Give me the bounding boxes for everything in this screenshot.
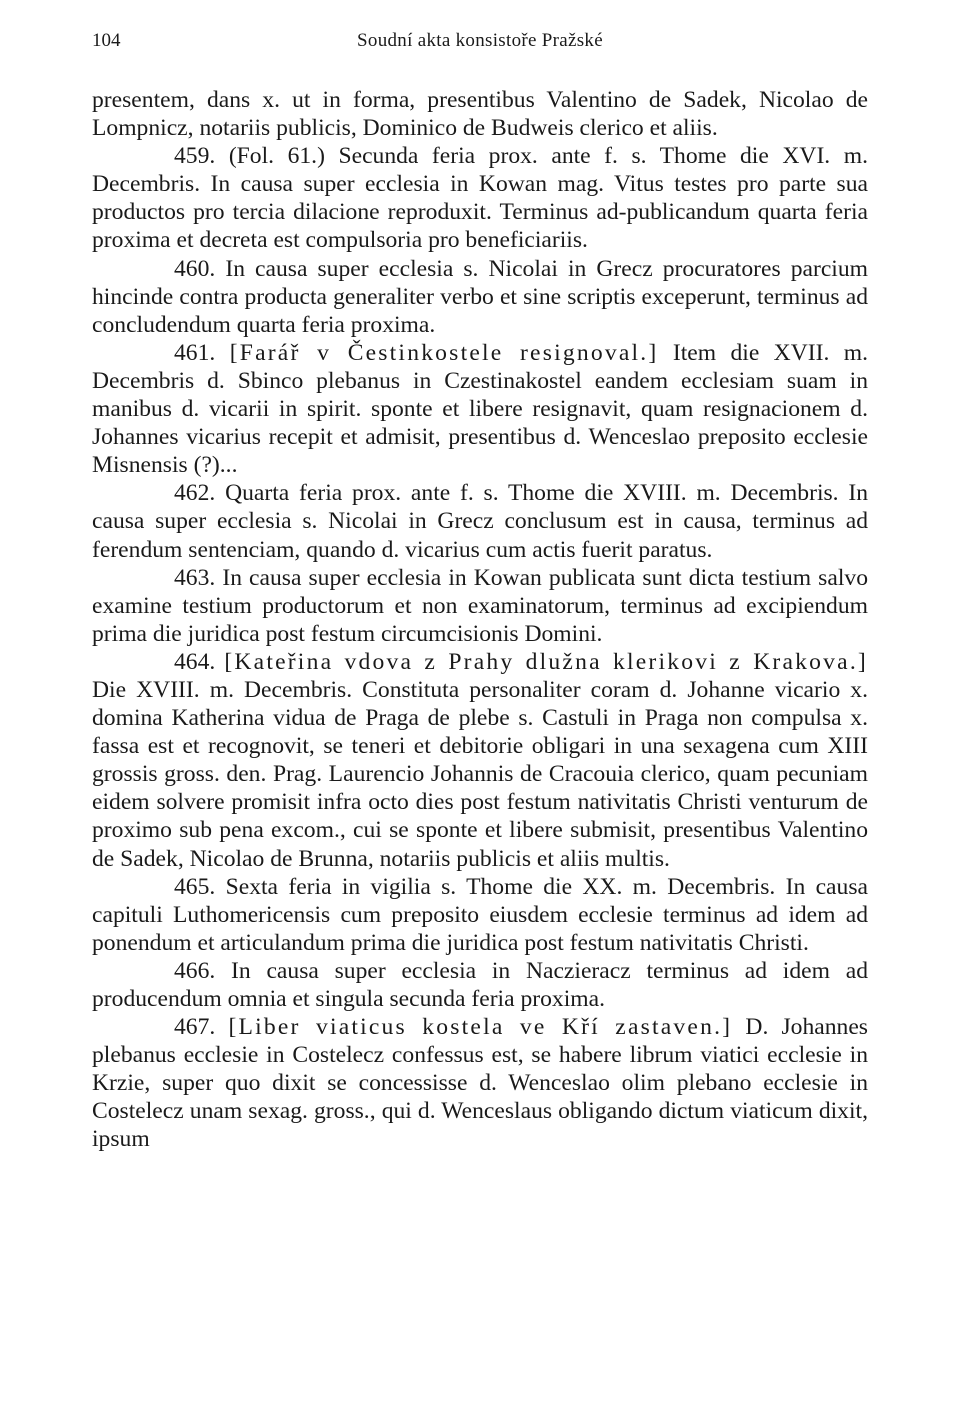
entry-summary: [Liber viaticus kostela ve Kří zastaven.] xyxy=(228,1014,733,1041)
entry-464 xyxy=(92,648,868,873)
entry-number: 459. xyxy=(174,143,216,170)
entry-465 xyxy=(92,873,868,957)
entry-summary: [Kateřina vdova z Prahy dlužna klerikovi z Krakova.] xyxy=(224,648,868,675)
entry-text: Quarta feria prox. ante f. s. Thome die XVIII. m. Decembris. In causa super ecclesia s. Nicolai in Grecz conclusum est in causa, terminus ad ferendum sentenciam, quando d. vicarius cum actis fuerit paratus. xyxy=(92,480,868,563)
entry-459 xyxy=(92,142,868,254)
entry-text: Die XVIII. m. Decembris. Constituta personaliter coram d. Johanne vicario x. domina Katherina vidua de Praga de plebe s. Castuli in Praga non compulsa x. fassa est et recognovit, se teneri et debitorie obligari in una sexagena cum XIII grossis gross. den. Prag. Laurencio Johannis de Cracouia clerico, quam pecuniam eidem solvere promisit infra octo dies post festum nativitatis Christi venturum de proximo sub pena excom., cui se sponte et libere submisit, presentibus Valentino de Sadek, Nicolao de Brunna, notariis publicis et aliis multis. xyxy=(92,676,868,872)
entry-467 xyxy=(92,1013,868,1153)
entry-text: Sexta feria in vigilia s. Thome die XX. m. Decembris. In causa capituli Luthomericensis cum preposito eiusdem ecclesie terminus ad idem ad ponendum et articulandum prima die juridica post festum nativitatis Christi. xyxy=(92,873,868,956)
entry-summary: [Farář v Čestinkostele resignoval.] xyxy=(229,339,659,366)
entry-466 xyxy=(92,957,868,1013)
entry-number: 461. xyxy=(174,339,216,366)
entry-462 xyxy=(92,479,868,563)
document-body xyxy=(92,86,868,1154)
entry-number: 462. xyxy=(174,480,216,507)
entry-text: Item die XVII. m. Decembris d. Sbinco plebanus in Czestinakostel eandem ecclesiam suam in manibus d. vicarii in spirit. sponte et libere resignavit, quam resignacionem d. Johannes vicarius recepit et admisit, presentibus d. Wenceslao preposito ecclesie Misnensis (?)... xyxy=(92,339,868,479)
entry-number: 463. xyxy=(174,564,216,591)
page-number: 104 xyxy=(92,30,121,51)
entry-text: In causa super ecclesia s. Nicolai in Grecz procuratores parcium hincinde contra producta generaliter verbo et sine scriptis exceperunt, terminus ad concludendum quarta feria proxima. xyxy=(92,255,869,338)
entry-461 xyxy=(92,339,868,479)
entry-number: 460. xyxy=(174,255,216,282)
entry-number: 467. xyxy=(174,1014,216,1041)
entry-460 xyxy=(92,255,868,339)
entry-text: D. Johannes plebanus ecclesie in Costelecz confessus est, se habere librum viatici ecclesie in Krzie, super quo dixit se concessisse d. Wenceslao olim plebano ecclesie in Costelecz unam sexag. gross., qui d. Wenceslaus obligando dictum viaticum dixit, ipsum xyxy=(92,1014,868,1153)
entry-text: (Fol. 61.) Secunda feria prox. ante f. s. Thome die XVI. m. Decembris. In causa super ecclesia in Kowan mag. Vitus testes pro parte sua productos pro tercia dilacione reproduxit. Terminus ad-publicandum quarta feria proxima et decreta est compulsoria pro beneficiariis. xyxy=(92,143,868,254)
entry-463 xyxy=(92,564,868,648)
paragraph-continuation xyxy=(92,86,868,142)
running-title: Soudní akta konsistoře Pražské xyxy=(357,30,603,51)
entry-number: 464. xyxy=(174,648,216,675)
entry-number: 466. xyxy=(174,957,216,984)
page-header xyxy=(92,30,868,60)
entry-text: In causa super ecclesia in Naczieracz terminus ad idem ad producendum omnia et singula secunda feria proxima. xyxy=(92,957,868,1012)
paragraph-text: presentem, dans x. ut in forma, presentibus Valentino de Sadek, Nicolao de Lompnicz, notariis publicis, Dominico de Budweis clerico et aliis. xyxy=(92,87,868,142)
entry-text: In causa super ecclesia in Kowan publicata sunt dicta testium salvo examine testium productorum et non examinatorum, terminus ad excipiendum prima die juridica post festum circumcisionis Domini. xyxy=(92,564,868,647)
entry-number: 465. xyxy=(174,873,216,900)
